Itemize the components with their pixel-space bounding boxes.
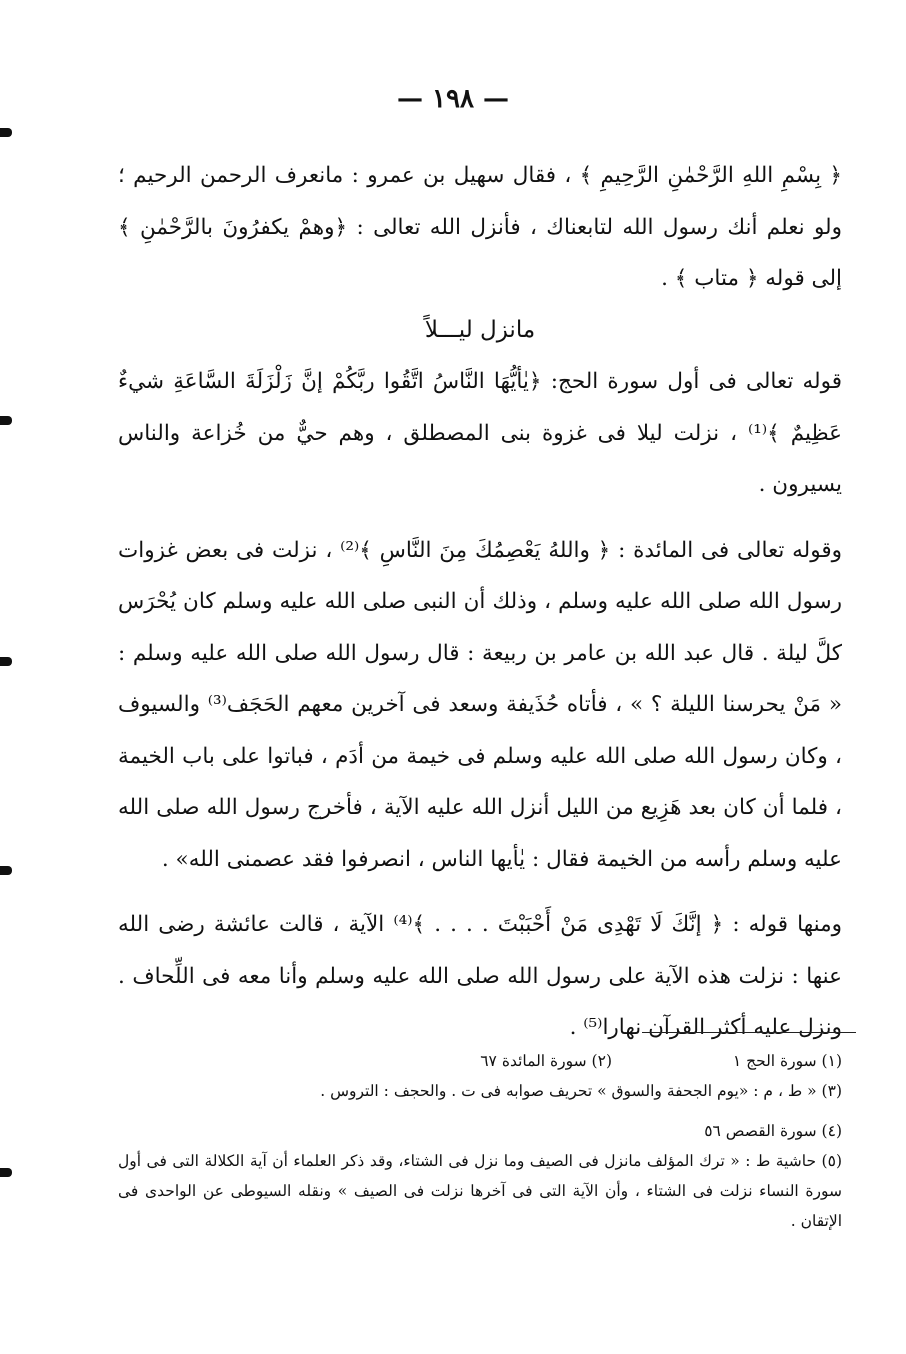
paragraph-maidah: وقوله تعالى فى المائدة : ﴿ واللهُ يَعْصِمُكَ مِنَ النَّاسِ ﴾⁽²⁾ ، نزلت فى بعض غزوات رسول الله صلى الله عليه وسلم ، وذلك أن النبى صلى الله عليه وسلم كان يُحْرَس كلَّ ليلة . قال عبد الله بن عامر بن ربيعة : قال رسول الله صلى الله عليه وسلم : « مَنْ يحرسنا الليلة ؟ » ، فأتاه حُذَيفة وسعد فى آخرين معهم الحَجَف⁽³⁾ والسيوف ، وكان رسول الله صلى الله عليه وسلم فى خيمة من أدَم ، فباتوا على باب الخيمة ، فلما أن كان بعد هَزِيع من الليل أنزل الله عليه الآية ، فأخرج رسول الله صلى الله عليه وسلم رأسه من الخيمة فقال : يٰأيها الناس ، انصرفوا فقد عصمنى الله» . bbox=[118, 537, 843, 872]
footnotes bbox=[118, 1046, 842, 1236]
paragraph-hajj: قوله تعالى فى أول سورة الحج: ﴿يٰأيُّهَا النَّاسُ اتَّقُوا ربَّكُمْ إنَّ زَلْزَلَةَ السَّاعَةِ شيءٌ عَظِيمٌ ﴾⁽¹⁾ ، نزلت ليلا فى غزوة بنى المصطلق ، وهم حيٌّ من خُزاعة والناس يسيرون . bbox=[118, 369, 842, 497]
paragraph-basmala: ﴿ بِسْمِ اللهِ الرَّحْمٰنِ الرَّحِيمِ ﴾ ، فقال سهيل بن عمرو : مانعرف الرحمن الرحيم ؛ ولو نعلم أنك رسول الله لتابعناك ، فأنزل الله تعالى : ﴿وهمْ يكفرُونَ بالرَّحْمٰنِ ﴾ إلى قوله ﴿ متاب ﴾ . bbox=[118, 163, 842, 291]
scan-edge-mark bbox=[0, 416, 12, 425]
scan-edge-mark bbox=[0, 657, 12, 666]
scan-edge-mark bbox=[0, 1168, 12, 1177]
section-title: مانزل ليـــلاً bbox=[424, 316, 536, 343]
footnote-3: (٣) « ط ، م : «يوم الجحفة والسوق » تحريف صوابه فى ت . والحجف : التروس . bbox=[320, 1082, 842, 1100]
paragraph-qasas: ومنها قوله : ﴿ إنَّكَ لَا تَهْدِى مَنْ أَحْبَبْتَ . . . . ﴾⁽⁴⁾ الآية ، قالت عائشة رضى الله عنها : نزلت هذه الآية على رسول الله صلى الله عليه وسلم وأنا معه فى اللِّحاف . ونزل عليه أكثر القرآن نهارا⁽⁵⁾ . bbox=[118, 912, 842, 1040]
footnote-4: (٤) سورة القصص ٥٦ bbox=[704, 1122, 842, 1140]
footnote-divider bbox=[642, 1032, 856, 1033]
footnote-1: (١) سورة الحج ١ bbox=[732, 1052, 842, 1070]
main-text bbox=[118, 150, 842, 1054]
footnote-row-1-2 bbox=[118, 1046, 842, 1076]
footnote-5: (٥) حاشية ط : « ترك المؤلف مانزل فى الصيف وما نزل فى الشتاء، وقد ذكر العلماء أن آية الكلالة التى فى أول سورة النساء نزلت فى الشتاء ، وأن الآية التى فى آخرها نزلت فى الصيف » ونقله السيوطى عن الواحدى فى الإتقان . bbox=[118, 1152, 842, 1230]
page-number: — ١٩٨ — bbox=[396, 84, 510, 114]
scan-edge-mark bbox=[0, 128, 12, 137]
footnote-2: (٢) سورة المائدة ٦٧ bbox=[480, 1052, 612, 1070]
scan-edge-mark bbox=[0, 866, 12, 875]
